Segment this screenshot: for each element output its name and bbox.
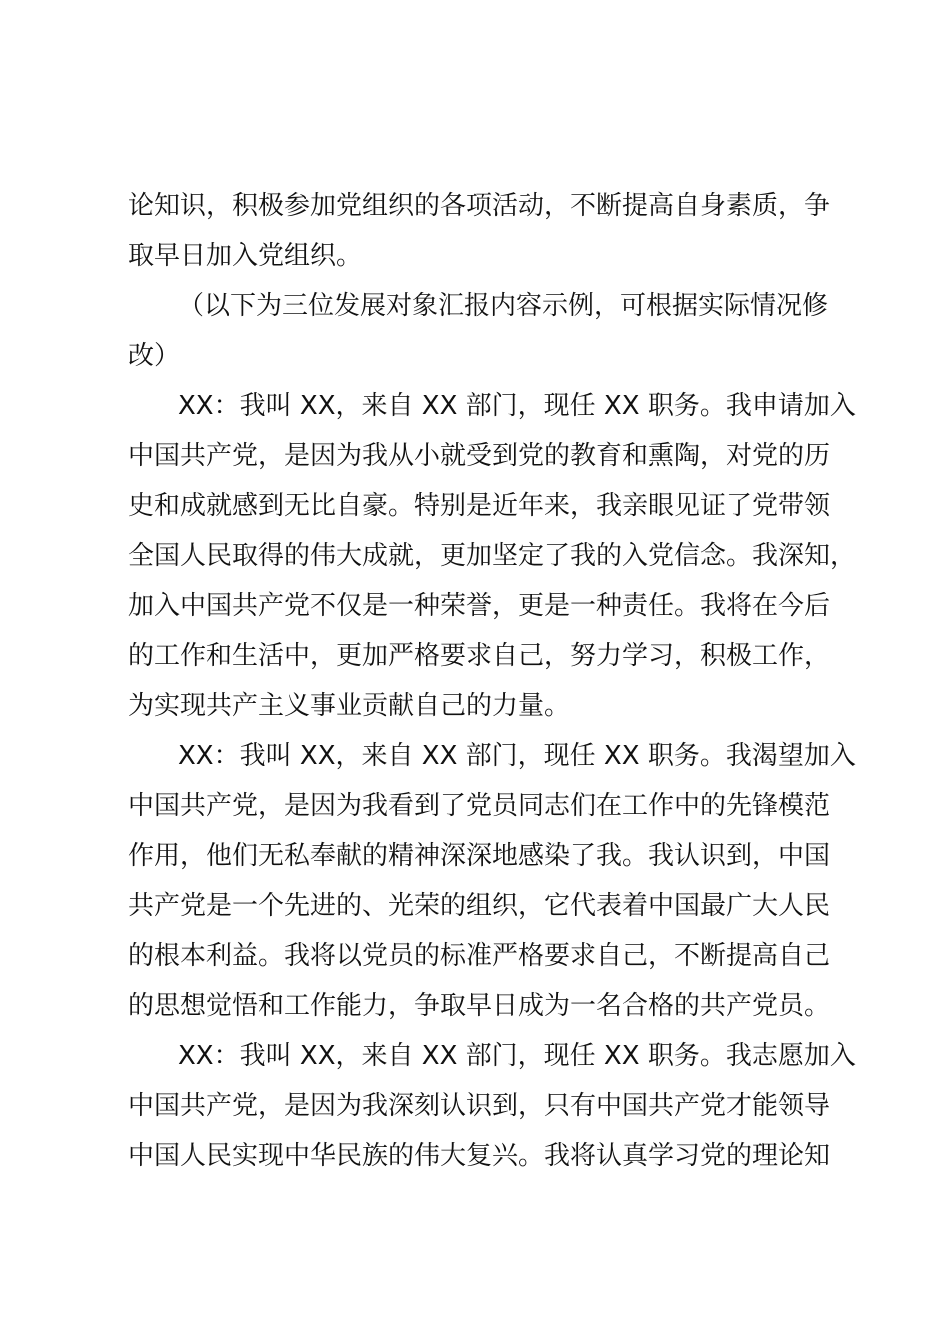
report-1-line: 史和成就感到无比自豪。特别是近年来，我亲眼见证了党带领 (128, 491, 831, 521)
report-2-line: 的思想觉悟和工作能力，争取早日成为一名合格的共产党员。 (128, 991, 831, 1021)
report-3-line: 中国共产党，是因为我深刻认识到，只有中国共产党才能领导 (128, 1091, 831, 1121)
report-1-line: 中国共产党，是因为我从小就受到党的教育和熏陶，对党的历 (128, 441, 831, 471)
body-text-line: 取早日加入党组织。 (128, 241, 363, 271)
report-1-line: 加入中国共产党不仅是一种荣誉，更是一种责任。我将在今后 (128, 591, 831, 621)
report-2-line: XX：我叫 XX，来自 XX 部门，现任 XX 职务。我渴望加入 (178, 741, 856, 771)
report-3-line: XX：我叫 XX，来自 XX 部门，现任 XX 职务。我志愿加入 (178, 1041, 856, 1071)
report-3-line: 中国人民实现中华民族的伟大复兴。我将认真学习党的理论知 (128, 1141, 831, 1171)
body-text-line: 论知识，积极参加党组织的各项活动，不断提高自身素质，争 (128, 191, 831, 221)
report-1-line: XX：我叫 XX，来自 XX 部门，现任 XX 职务。我申请加入 (178, 391, 856, 421)
report-2-line: 作用，他们无私奉献的精神深深地感染了我。我认识到，中国 (128, 841, 831, 871)
report-2-line: 中国共产党，是因为我看到了党员同志们在工作中的先锋模范 (128, 791, 831, 821)
report-2-line: 的根本利益。我将以党员的标准严格要求自己，不断提高自己 (128, 941, 831, 971)
note-text-line: （以下为三位发展对象汇报内容示例，可根据实际情况修 (178, 291, 829, 321)
report-2-line: 共产党是一个先进的、光荣的组织，它代表着中国最广大人民 (128, 891, 831, 921)
report-1-line: 为实现共产主义事业贡献自己的力量。 (128, 691, 571, 721)
note-text-line: 改） (128, 341, 181, 371)
report-1-line: 全国人民取得的伟大成就，更加坚定了我的入党信念。我深知， (128, 541, 857, 571)
report-1-line: 的工作和生活中，更加严格要求自己，努力学习，积极工作， (128, 641, 831, 671)
